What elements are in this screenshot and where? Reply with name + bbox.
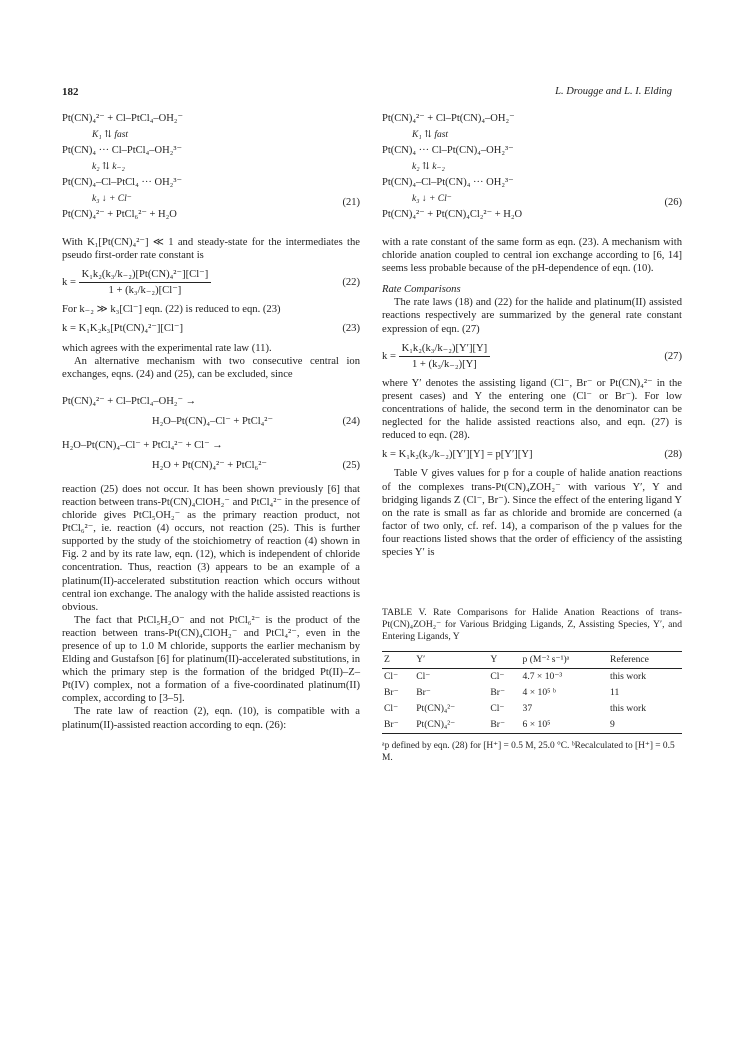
paragraph: where Y′ denotes the assisting ligand (Cl⁻, Br⁻ or Pt(CN)₄²⁻ in the present cases) and Y the entering one (Cl⁻ or Br⁻). For low concentrations of halide, the second term in the denominator can be neglected for the halide assisted reactions also, and eqn. (27) is reduced to eqn. (28). xyxy=(382,377,682,442)
equation-27-denominator: 1 + (k₃/k₋₂)[Y] xyxy=(411,358,477,370)
table-cell: 11 xyxy=(610,687,620,699)
equation-28-body: k = K₁k₂(k₃/k₋₂)[Y′][Y] = p[Y′][Y] xyxy=(382,449,533,461)
table-cell: Br⁻ xyxy=(490,719,506,731)
equation-24 xyxy=(62,395,360,429)
equation-25 xyxy=(62,439,360,473)
equation-25-line-2: H₂O + Pt(CN)₄²⁻ + PtCl₆²⁻ xyxy=(152,459,267,471)
equation-23 xyxy=(62,322,360,335)
table-cell: 6 × 10⁵ xyxy=(522,719,551,731)
scheme-21-arrow-1: K₁ ⇅ fast xyxy=(92,130,129,140)
scheme-26 xyxy=(382,112,682,222)
scheme-26-line-1: Pt(CN)₄²⁻ + Cl–Pt(CN)₄–OH₂⁻ xyxy=(382,113,515,124)
scheme-21-arrow-3: k₃ ↓ + Cl⁻ xyxy=(92,194,132,204)
table-cell: this work xyxy=(610,671,647,683)
paragraph: For k₋₂ ≫ k₃[Cl⁻] eqn. (22) is reduced to eqn. (23) xyxy=(62,304,281,316)
table-row xyxy=(382,669,682,686)
table-row xyxy=(382,717,682,734)
equation-number-28: (28) xyxy=(664,449,682,461)
column-header: Y xyxy=(490,654,498,666)
table-cell: Br⁻ xyxy=(490,687,506,699)
equation-22 xyxy=(62,268,360,297)
paragraph: The rate law of reaction (2), eqn. (10), is compatible with a platinum(II)-assisted reaction according to eqn. (26): xyxy=(62,706,360,731)
equation-23-body: k = K₁K₂k₃[Pt(CN)₄²⁻][Cl⁻] xyxy=(62,323,184,335)
paragraph: The rate laws (18) and (22) for the halide and platinum(II) assisted reactions respectively are summarized by the general rate constant expression of eqn. (27) xyxy=(382,297,682,335)
column-header: Z xyxy=(384,654,390,666)
column-header: p (M⁻² s⁻¹)ᵃ xyxy=(522,654,570,666)
scheme-21-line-4: Pt(CN)₄²⁻ + PtCl₆²⁻ + H₂O xyxy=(62,209,177,220)
equation-number-22: (22) xyxy=(342,277,360,289)
equation-number-23: (23) xyxy=(342,323,360,335)
table-row xyxy=(382,701,682,717)
equation-number-27: (27) xyxy=(664,350,682,362)
equation-24-line-1: Pt(CN)₄²⁻ + Cl–PtCl₄–OH₂⁻ → xyxy=(62,395,197,407)
table-title: TABLE V. Rate Comparisons for Halide Anation Reactions of trans-Pt(CN)₄ZOH₂⁻ for Various Bridging Ligands, Z, Assisting Species, Y′, and Entering Ligands, Y xyxy=(382,607,682,643)
equation-number-24: (24) xyxy=(342,415,360,427)
paragraph: With K₁[Pt(CN)₄²⁻] ≪ 1 and steady-state for the intermediates the pseudo first-order rate constant is xyxy=(62,237,360,262)
table-cell: this work xyxy=(610,703,647,715)
data-table xyxy=(382,651,682,734)
right-column xyxy=(382,112,682,764)
scheme-21-line-2: Pt(CN)₄ ··· Cl–PtCl₄–OH₂³⁻ xyxy=(62,145,183,156)
equation-22-lhs: k = xyxy=(62,277,76,289)
table-cell: Br⁻ xyxy=(416,687,431,699)
paragraph: The fact that PtCl₅H₂O⁻ and not PtCl₆²⁻ is the product of the reaction between trans-Pt(CN)₄ClOH₂⁻ and PtCl₄²⁻, even in the presence of up to 1.0 M chloride, supports the earlier mechanism by Elding and Gustafson [6] for platinum(II)-accelerated substitutions, in which the primary step is the formation of the bridged Pt(II)–Z–Pt(IV) complex, not a formation of a five-coordinated platinum(II) complex, according to [3–5]. xyxy=(62,614,360,705)
table-footnote: ᵃp defined by eqn. (28) for [H⁺] = 0.5 M, 25.0 °C. ᵇRecalculated to [H⁺] = 0.5 M. xyxy=(382,741,675,764)
scheme-26-line-2: Pt(CN)₄ ··· Cl–Pt(CN)₄–OH₂³⁻ xyxy=(382,145,514,156)
page-number: 182 xyxy=(62,86,79,98)
table-cell: Cl⁻ xyxy=(490,671,505,683)
equation-22-denominator: 1 + (k₃/k₋₂)[Cl⁻] xyxy=(108,285,182,297)
scheme-21-arrow-2: k₂ ⇅ k₋₂ xyxy=(92,162,125,172)
scheme-26-arrow-2: k₂ ⇅ k₋₂ xyxy=(412,162,445,172)
table-cell: Pt(CN)₄²⁻ xyxy=(416,703,456,715)
table-v xyxy=(382,607,682,764)
equation-27-numerator: K₁k₂(k₃/k₋₂)[Y′][Y] xyxy=(399,342,491,357)
equation-27 xyxy=(382,342,682,371)
equation-27-lhs: k = xyxy=(382,350,396,362)
equation-number-21: (21) xyxy=(342,197,360,208)
left-column xyxy=(62,112,360,732)
table-cell: 4 × 10⁵ ᵇ xyxy=(522,687,556,699)
scheme-21-line-1: Pt(CN)₄²⁻ + Cl–PtCl₄–OH₂⁻ xyxy=(62,113,183,124)
table-cell: Cl⁻ xyxy=(384,671,399,683)
equation-number-26: (26) xyxy=(664,197,682,208)
running-header-authors: L. Drougge and L. I. Elding xyxy=(555,86,672,97)
table-cell: Cl⁻ xyxy=(490,703,505,715)
scheme-26-arrow-1: K₁ ⇅ fast xyxy=(412,130,449,140)
equation-24-line-2: H₂O–Pt(CN)₄–Cl⁻ + PtCl₄²⁻ xyxy=(152,415,273,427)
section-heading: Rate Comparisons xyxy=(382,284,461,296)
paragraph: which agrees with the experimental rate law (11). xyxy=(62,342,272,354)
table-cell: 4.7 × 10⁻³ xyxy=(522,671,563,683)
equation-28 xyxy=(382,448,682,461)
equation-22-numerator: K₁k₂(k₃/k₋₂)[Pt(CN)₄²⁻][Cl⁻] xyxy=(79,268,212,283)
table-cell: Br⁻ xyxy=(384,719,399,731)
equation-25-line-1: H₂O–Pt(CN)₄–Cl⁻ + PtCl₄²⁻ + Cl⁻ → xyxy=(62,439,223,451)
table-row xyxy=(382,685,682,701)
column-header: Reference xyxy=(610,654,649,666)
equation-number-25: (25) xyxy=(342,459,360,471)
paragraph: with a rate constant of the same form as eqn. (23). A mechanism with chloride anation coupled to central ion exchange according to [6, 14] seems less probable because of the pH-dependence of eqn. (10). xyxy=(382,237,682,275)
table-cell: Br⁻ xyxy=(384,687,399,699)
table-cell: Cl⁻ xyxy=(416,671,431,683)
table-cell: 9 xyxy=(610,719,615,731)
table-cell: Pt(CN)₄²⁻ xyxy=(416,719,456,731)
scheme-26-line-4: Pt(CN)₄²⁻ + Pt(CN)₄Cl₂²⁻ + H₂O xyxy=(382,209,523,220)
scheme-26-arrow-3: k₃ ↓ + Cl⁻ xyxy=(412,194,452,204)
table-cell: Cl⁻ xyxy=(384,703,399,715)
table-header-row xyxy=(382,652,682,669)
paragraph: reaction (25) does not occur. It has been shown previously [6] that reaction between trans-Pt(CN)₄ClOH₂⁻ and PtCl₄²⁻ in the presence of chloride gives PtCl₅OH₂⁻ as the primary reaction product, not PtCl₆²⁻, ie. reaction (4) occurs, not reaction (25). This is further supported by the study of the stoichiometry of reaction (4) shown in Fig. 2 and by its rate law, eqn. (12), which is independent of chloride concentration. Thus, reaction (3) appears to be an example of a platinum(II)-accelerated substitution reaction which occurs without central ion exchange. The analogy with the halide assisted reactions is obvious. xyxy=(62,483,360,613)
paragraph: An alternative mechanism with two consecutive central ion exchanges, eqns. (24) and (25), can be excluded, since xyxy=(62,355,360,380)
table-cell: 37 xyxy=(522,703,533,715)
scheme-21 xyxy=(62,112,360,222)
paragraph: Table V gives values for p for a couple of halide anation reactions of the complexes trans-Pt(CN)₄ZOH₂⁻ with various Y′, Y and bridging ligands Z (Cl⁻, Br⁻). Since the effect of the entering ligand Y on the rate is small as far as chloride and bromide are concerned (a factor of two only, cf. ref. 14), a comparison of the p values for the four reactions listed shows that the order of efficiency of the assisting species Y′ is xyxy=(382,468,682,558)
scheme-26-line-3: Pt(CN)₄–Cl–Pt(CN)₄ ··· OH₂³⁻ xyxy=(382,177,514,188)
scheme-21-line-3: Pt(CN)₄–Cl–PtCl₄ ··· OH₂³⁻ xyxy=(62,177,183,188)
column-header: Y′ xyxy=(416,654,426,666)
